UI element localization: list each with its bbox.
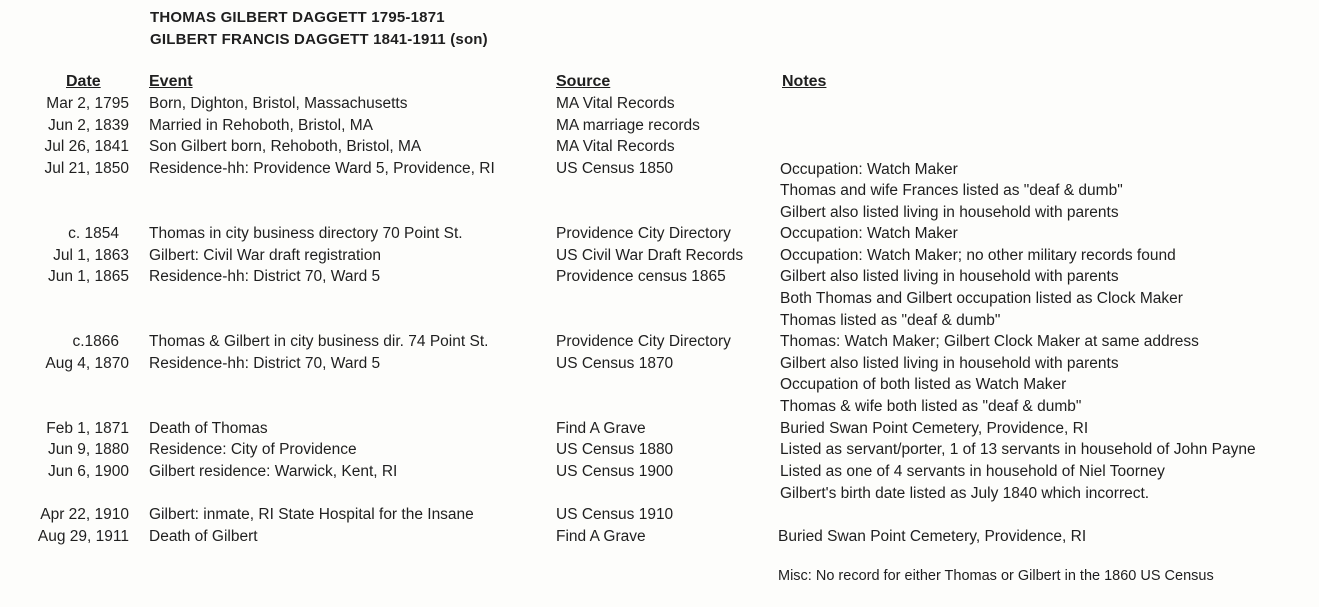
table-row — [0, 93, 1319, 115]
title-gilbert: GILBERT FRANCIS DAGGETT 1841-1911 (son) — [150, 31, 488, 48]
row-source: US Census 1910 — [556, 506, 674, 523]
row-source: US Census 1870 — [556, 355, 674, 372]
row-date: Jun 2, 1839 — [47, 117, 129, 134]
row-source: Providence City Directory — [556, 225, 731, 242]
row-event: Gilbert: inmate, RI State Hospital for the Insane — [149, 506, 474, 523]
misc-note: Misc: No record for either Thomas or Gilbert in the 1860 US Census — [778, 568, 1214, 584]
row-event: Residence-hh: District 70, Ward 5 — [149, 355, 381, 372]
row-note: Listed as one of 4 servants in household of Niel Toorney — [780, 463, 1165, 480]
table-row — [0, 504, 1319, 526]
row-event: Residence-hh: District 70, Ward 5 — [149, 268, 381, 285]
table-row — [0, 461, 1319, 483]
row-source: Find A Grave — [556, 420, 646, 437]
row-note: Buried Swan Point Cemetery, Providence, RI — [780, 420, 1089, 437]
row-event: Born, Dighton, Bristol, Massachusetts — [149, 95, 408, 112]
row-source: US Census 1900 — [556, 463, 674, 480]
table-row — [0, 158, 1319, 180]
row-date: Jun 9, 1880 — [47, 441, 129, 458]
row-event: Thomas in city business directory 70 Point St. — [149, 225, 463, 242]
header-notes: Notes — [782, 73, 827, 90]
row-event: Gilbert: Civil War draft registration — [149, 247, 381, 264]
row-event: Thomas & Gilbert in city business dir. 74 Point St. — [149, 333, 489, 350]
row-note: Listed as servant/porter, 1 of 13 servants in household of John Payne — [780, 441, 1256, 458]
row-note: Occupation: Watch Maker — [780, 161, 958, 178]
note-line: Thomas and wife Frances listed as "deaf & dumb" — [780, 182, 1123, 199]
row-source: US Census 1880 — [556, 441, 674, 458]
note-line: Occupation of both listed as Watch Maker — [780, 376, 1067, 393]
row-event: Death of Gilbert — [149, 528, 258, 545]
row-date: Jun 1, 1865 — [47, 268, 129, 285]
note-line: Gilbert also listed living in household with parents — [780, 204, 1119, 221]
row-note: Occupation: Watch Maker — [780, 225, 958, 242]
header-source: Source — [556, 73, 611, 90]
row-note: Buried Swan Point Cemetery, Providence, RI — [778, 528, 1087, 545]
row-source: US Civil War Draft Records — [556, 247, 744, 264]
note-line: Both Thomas and Gilbert occupation listed as Clock Maker — [780, 290, 1183, 307]
header-event: Event — [149, 73, 193, 90]
row-source: MA Vital Records — [556, 95, 675, 112]
table-row — [0, 136, 1319, 158]
row-note: Gilbert also listed living in household with parents — [780, 268, 1119, 285]
note-line: Gilbert's birth date listed as July 1840 which incorrect. — [780, 485, 1150, 502]
table-row — [0, 115, 1319, 137]
note-line: Thomas listed as "deaf & dumb" — [780, 312, 1001, 329]
row-date: Jun 6, 1900 — [47, 463, 129, 480]
row-date: Jul 1, 1863 — [53, 247, 129, 264]
table-row — [0, 223, 1319, 245]
row-date: Jul 26, 1841 — [44, 138, 129, 155]
row-source: MA Vital Records — [556, 138, 675, 155]
row-date: c. 1854 — [68, 225, 119, 242]
row-source: MA marriage records — [556, 117, 700, 134]
row-date: Aug 29, 1911 — [37, 528, 129, 545]
header-date: Date — [66, 73, 101, 90]
row-date: Feb 1, 1871 — [46, 420, 129, 437]
row-event: Residence: City of Providence — [149, 441, 357, 458]
row-event: Son Gilbert born, Rehoboth, Bristol, MA — [149, 138, 422, 155]
table-row — [0, 418, 1319, 440]
table-row — [0, 526, 1319, 548]
table-row — [0, 266, 1319, 288]
row-date: Aug 4, 1870 — [45, 355, 129, 372]
row-source: US Census 1850 — [556, 160, 674, 177]
row-note: Thomas: Watch Maker; Gilbert Clock Maker at same address — [780, 333, 1199, 350]
row-event: Gilbert residence: Warwick, Kent, RI — [149, 463, 398, 480]
title-thomas: THOMAS GILBERT DAGGETT 1795-1871 — [150, 9, 445, 26]
row-date: Apr 22, 1910 — [40, 506, 129, 523]
row-source: Providence City Directory — [556, 333, 731, 350]
row-note: Gilbert also listed living in household with parents — [780, 355, 1119, 372]
table-row — [0, 245, 1319, 267]
row-note: Occupation: Watch Maker; no other military records found — [780, 247, 1176, 264]
table-row — [0, 331, 1319, 353]
row-event: Death of Thomas — [149, 420, 268, 437]
row-source: Find A Grave — [556, 528, 646, 545]
row-event: Residence-hh: Providence Ward 5, Providence, RI — [149, 160, 495, 177]
row-date: Jul 21, 1850 — [44, 160, 129, 177]
row-event: Married in Rehoboth, Bristol, MA — [149, 117, 373, 134]
note-line: Thomas & wife both listed as "deaf & dumb" — [780, 398, 1082, 415]
table-row — [0, 439, 1319, 461]
row-date: c.1866 — [72, 333, 119, 350]
row-source: Providence census 1865 — [556, 268, 726, 285]
row-date: Mar 2, 1795 — [46, 95, 129, 112]
table-row — [0, 353, 1319, 375]
